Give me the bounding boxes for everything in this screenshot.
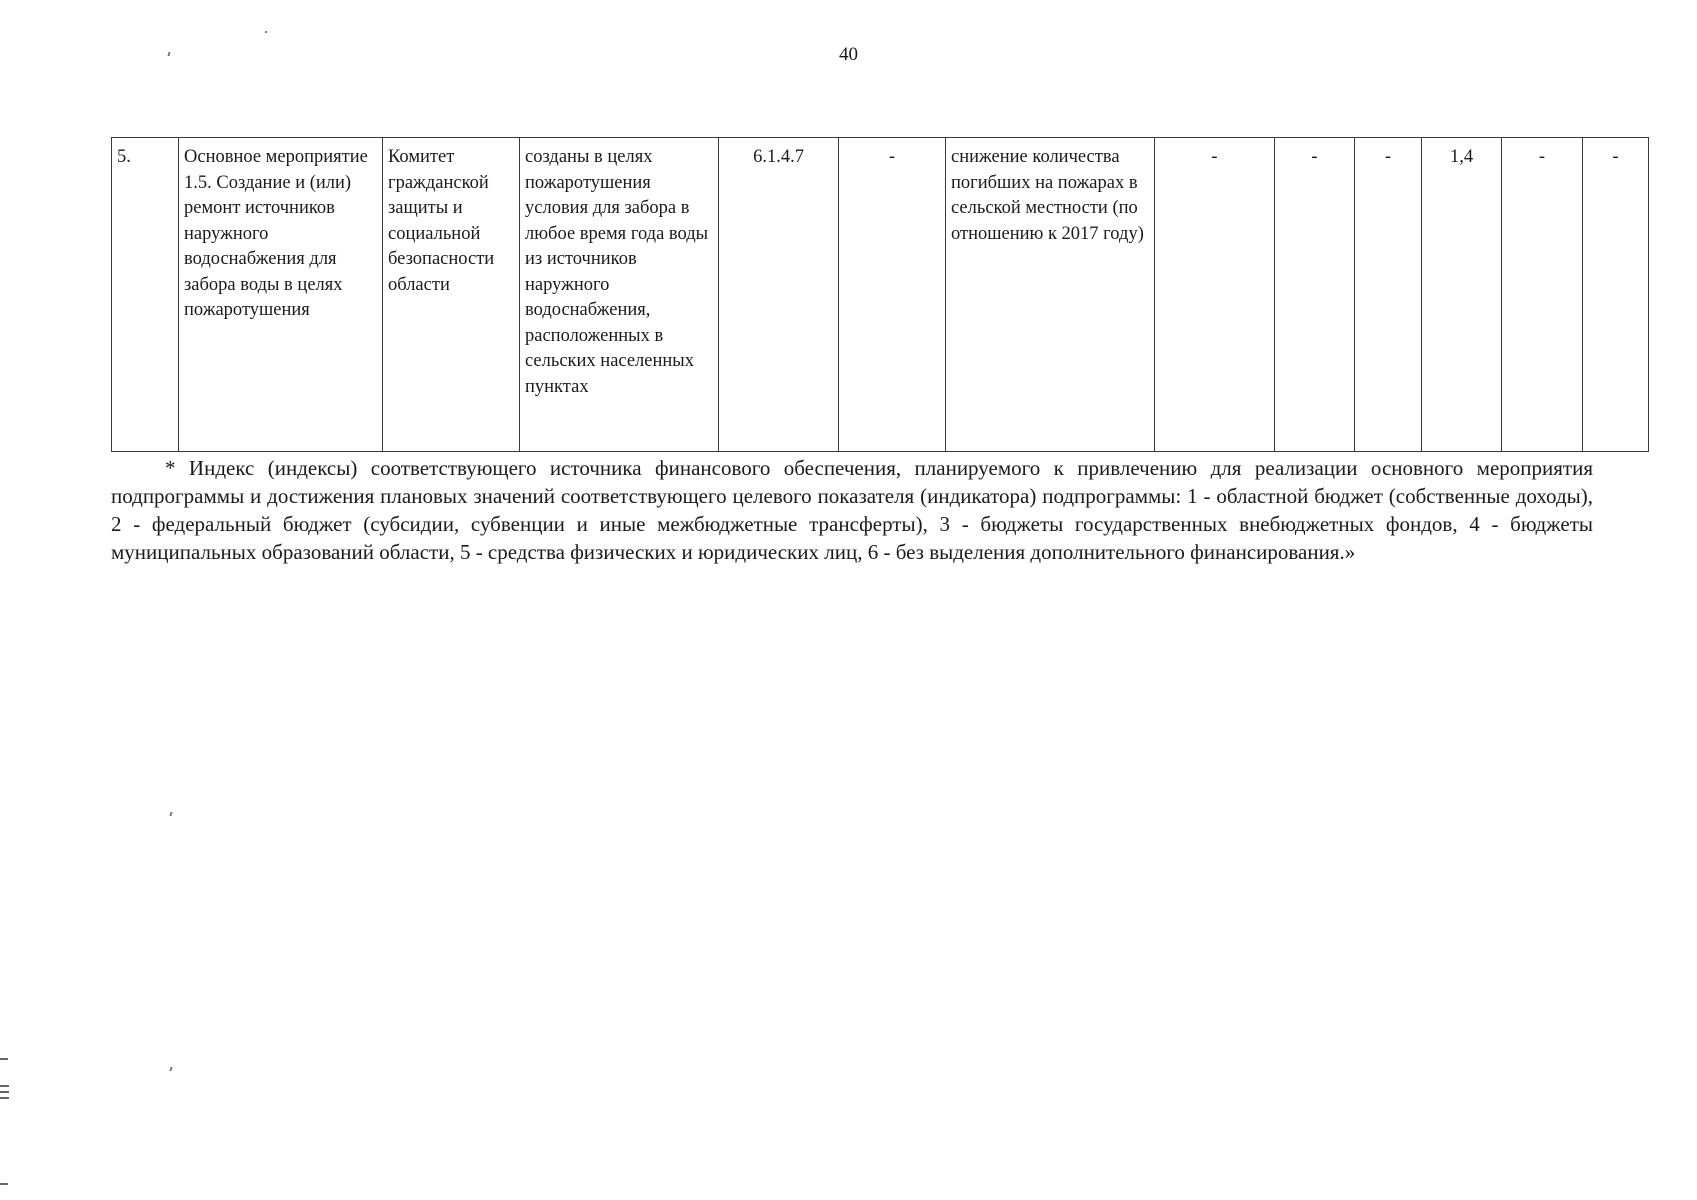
scan-edge-mark (0, 1091, 9, 1093)
column-12-cell: - (1583, 138, 1649, 452)
footnote: * Индекс (индексы) соответствующего источника финансового обеспечения, планируемого к привлечению для реализации основного мероприятия подпрограммы и достижения плановых значений соответствующего целевого показателя (индикатора) подпрограммы: 1 - областной бюджет (собственные доходы), 2 - федеральный бюджет (субсидии, субвенции и иные межбюджетные трансферты), 3 - бюджеты государственных внебюджетных фондов, 4 - бюджеты муниципальных образований области, 5 - средства физических и юридических лиц, 6 - без выделения дополнительного финансирования.» (111, 456, 1593, 564)
row-number-cell: 5. (112, 138, 179, 452)
executor-cell: Комитет гражданской защиты и социальной безопасности области (383, 138, 520, 452)
scan-edge-mark (0, 1085, 9, 1087)
scan-speck (169, 812, 172, 816)
table-row (112, 138, 1649, 452)
scan-speck (265, 31, 268, 33)
scan-edge-mark (0, 1058, 8, 1060)
column-11-cell: - (1502, 138, 1583, 452)
scan-speck (169, 1067, 172, 1071)
indicator-description-cell: снижение количества погибших на пожарах в сельской местности (по отношению к 2017 году) (946, 138, 1155, 452)
expected-result-cell: созданы в целях пожаротушения условия для забора в любое время года воды из источников наружного водоснабжения, расположенных в сельских населенных пунктах (520, 138, 719, 452)
column-8-cell: - (1275, 138, 1355, 452)
scan-edge-mark (0, 1097, 9, 1099)
column-5-cell: - (839, 138, 946, 452)
column-9-cell: - (1355, 138, 1422, 452)
column-10-cell: 1,4 (1422, 138, 1502, 452)
column-7-cell: - (1155, 138, 1275, 452)
measures-table (111, 137, 1649, 452)
page-number: 40 (839, 44, 858, 65)
measure-name-cell: Основное мероприятие 1.5. Создание и (или) ремонт источников наружного водоснабжения для забора воды в целях пожаротушения (179, 138, 383, 452)
indicator-code-cell: 6.1.4.7 (719, 138, 839, 452)
scan-edge-mark (0, 1183, 8, 1185)
